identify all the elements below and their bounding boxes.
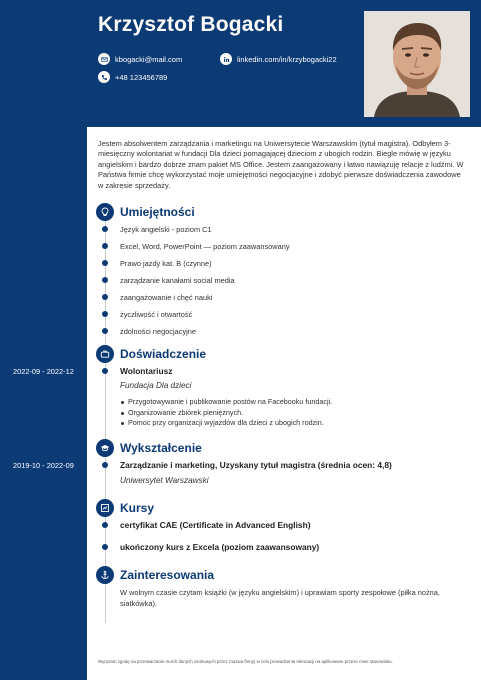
list-item: Pomoc przy organizacji wyjazdów dla dzieci z ubogich rodzin. [128, 418, 332, 429]
course-item: ukończony kurs z Excela (poziom zaawansowany) [120, 542, 320, 552]
profile-summary: Jestem absolwentem zarządzania i marketingu na Uniwersytecie Warszawskim (tytuł magistra). Odbyłem 3-miesięczny wolontariat w fundacji Dla dzieci pomagającej dzieciom z ubogich rodzin. Biegle mówię w języku angielskim i bardzo dobrze znam pakiet MS Office. Jestem zaangażowany i łatwo nawiązuję relacje z ludźmi. W Państwa firmie chcę wykorzystać moje umiejętności negocjacyjne i zdobyć pierwsze doświadczenia zawodowe w zakresie sprzedaży. [98, 139, 464, 190]
education-date: 2019-10 - 2022-09 [13, 461, 74, 470]
interests-text: W wolnym czasie czytam książki (w języku angielskim) i uprawiam sporty zespołowe (piłka nożna, siatkówka). [120, 588, 440, 608]
contact-email-text: kbogacki@mail.com [115, 54, 183, 64]
education-degree: Zarządzanie i marketing, Uzyskany tytuł magistra (średnia ocen: 4,8) [120, 460, 392, 470]
phone-icon [98, 71, 110, 83]
skill-item: zaangażowanie i chęć nauki [120, 293, 213, 302]
experience-role: Wolontariusz [120, 366, 173, 376]
skill-item: zarządzanie kanałami social media [120, 276, 235, 285]
skill-dot [102, 277, 108, 283]
list-item: Przygotowywanie i publikowanie postów na Facebooku fundacji. [128, 397, 333, 406]
briefcase-icon [96, 345, 114, 363]
contact-phone-text: +48 123456789 [115, 72, 168, 82]
list-item: Organizowanie zbiórek pieniężnych. [128, 408, 332, 419]
experience-date: 2022-09 - 2022-12 [13, 367, 74, 376]
gdpr-consent: Wyrażam zgodę na przetwarzanie moich danych osobowych przez (nazwa firmy) w celu prowadzenia rekrutacji na aplikowane przeze mnie stanowisko. [98, 659, 393, 664]
entry-dot [102, 462, 108, 468]
skill-item: zdolności negocjacyjne [120, 327, 197, 336]
contact-linkedin[interactable] [220, 53, 337, 65]
skill-dot [102, 328, 108, 334]
skill-item: Excel, Word, PowerPoint — poziom zaawansowany [120, 242, 290, 251]
skill-dot [102, 294, 108, 300]
section-title-interests: Zainteresowania [120, 568, 215, 582]
skill-dot [102, 226, 108, 232]
sidebar [0, 0, 87, 680]
anchor-icon [96, 566, 114, 584]
skill-dot [102, 243, 108, 249]
certificate-icon [96, 499, 114, 517]
timeline-line [105, 205, 106, 623]
skill-dot [102, 311, 108, 317]
skill-item: Prawo jazdy kat. B (czynne) [120, 259, 212, 268]
graduation-cap-icon [96, 439, 114, 457]
course-item: certyfikat CAE (Certificate in Advanced English) [120, 520, 311, 530]
lightbulb-icon [96, 203, 114, 221]
mail-icon [98, 53, 110, 65]
contact-phone[interactable] [98, 71, 167, 83]
experience-bullets [128, 397, 332, 429]
linkedin-icon [220, 53, 232, 65]
candidate-name: Krzysztof Bogacki [98, 13, 284, 36]
entry-dot [102, 522, 108, 528]
section-title-experience: Doświadczenie [120, 347, 207, 361]
entry-dot [102, 368, 108, 374]
profile-photo [364, 11, 470, 117]
education-school: Uniwersytet Warszawski [120, 476, 209, 485]
skill-dot [102, 260, 108, 266]
contact-email[interactable] [98, 53, 182, 65]
contact-linkedin-text: linkedin.com/in/krzybogacki22 [237, 54, 337, 64]
skill-item: Język angielski - poziom C1 [120, 225, 212, 234]
entry-dot [102, 544, 108, 550]
experience-org: Fundacja Dla dzieci [120, 381, 192, 390]
section-title-skills: Umiejętności [120, 205, 195, 219]
skill-item: życzliwość i otwartość [120, 310, 193, 319]
section-title-education: Wykształcenie [120, 441, 202, 455]
section-title-courses: Kursy [120, 501, 155, 515]
